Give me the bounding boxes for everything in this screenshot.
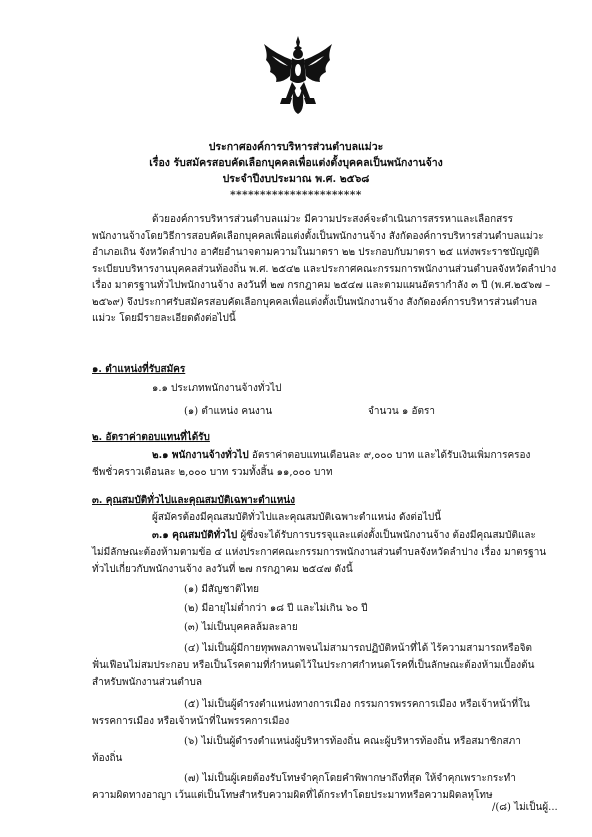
intro-line: เรื่อง มาตรฐานทั่วไปพนักงานจ้าง ลงวันที่ ๒๗ กรกฎาคม ๒๕๔๗ และตามแผนอัตรากำลัง ๓ ปี (พ.ศ.๒๕๖๗ – [92,280,551,291]
intro-line: แม่วะ โดยมีรายละเอียดดังต่อไปนี้ [92,313,236,324]
announcement-subject: เรื่อง รับสมัครสอบคัดเลือกบุคคลเพื่อแต่งตั้งบุคคลเป็นพนักงานจ้าง [149,157,443,169]
item-4-cont: ฟั่นเฟือนไม่สมประกอบ หรือเป็นโรคตามที่กำหนดไว้ในประกาศกำหนดโรคที่เป็นลักษณะต้องห้ามเบื้องต้น [92,660,535,671]
item-7: (๗) ไม่เป็นผู้เคยต้องรับโทษจำคุกโดยคำพิพากษาถึงที่สุด ให้จำคุกเพราะกระทำ [184,773,516,784]
section-2-1 [152,448,552,465]
section-1-heading: ๑. ตำแหน่งที่รับสมัคร [92,364,186,375]
item-3: (๓) ไม่เป็นบุคคลล้มละลาย [184,622,298,633]
intro-line: ด้วยองค์การบริหารส่วนตำบลแม่วะ มีความประสงค์จะดำเนินการสรรหาและเลือกสรร [152,214,514,225]
section-2-heading: ๒. อัตราค่าตอบแทนที่ได้รับ [92,432,210,443]
garuda-emblem [262,36,334,116]
intro-paragraph [92,212,557,328]
intro-line: ๒๕๖๙) จึงประกาศรับสมัครสอบคัดเลือกบุคคลเพื่อแต่งตั้งเป็นพนักงานจ้าง สังกัดองค์การบริหารส่วนตำบล [92,296,538,308]
item-4-cont2: สำหรับพนักงานส่วนตำบล [92,677,202,688]
intro-line: ระเบียบบริหารงานบุคคลส่วนท้องถิ่น พ.ศ. ๒๕๔๒ และประกาศคณะกรรมการพนักงานส่วนตำบลจังหวัดลำปาง [92,263,557,275]
section-3-heading: ๓. คุณสมบัติทั่วไปและคุณสมบัติเฉพาะตำแหน่ง [92,495,296,506]
section-1-1: ๑.๑ ประเภทพนักงานจ้างทั่วไป [152,383,282,394]
item-6: (๖) ไม่เป็นผู้ดำรงตำแหน่งผู้บริหารท้องถิ่น คณะผู้บริหารท้องถิ่น หรือสมาชิกสภา [184,736,521,747]
item-6-cont: ท้องถิ่น [92,753,123,764]
intro-line: อำเภอเถิน จังหวัดลำปาง อาศัยอำนาจตามความในมาตรา ๒๒ ประกอบกับมาตรา ๒๕ แห่งพระราชบัญญัติ [92,247,540,258]
section-3-1-label: ๓.๑ คุณสมบัติทั่วไป [152,530,238,541]
intro-line: พนักงานจ้างโดยวิธีการสอบคัดเลือกบุคคลเพื่อแต่งตั้งเป็นพนักงานจ้าง สังกัดองค์การบริหารส่วนตำบลแม่วะ [92,230,544,242]
section-3-1-text: ผู้ซึ่งจะได้รับการบรรจุและแต่งตั้งเป็นพนักงานจ้าง ต้องมีคุณสมบัติและ [237,530,536,541]
section-3-intro: ผู้สมัครต้องมีคุณสมบัติทั่วไปและคุณสมบัติเฉพาะตำแหน่ง ดังต่อไปนี้ [152,512,442,523]
section-3-1 [152,528,536,545]
separator-stars: ********************** [230,189,362,201]
fiscal-year: ประจำปีงบประมาณ พ.ศ. ๒๕๖๘ [222,173,370,185]
item-2: (๒) มีอายุไม่ต่ำกว่า ๑๘ ปี และไม่เกิน ๖๐ ปี [184,603,368,614]
item-1: (๑) มีสัญชาติไทย [184,584,259,595]
section-2-1-cont: ชีพชั่วคราวเดือนละ ๒,๐๐๐ บาท รวมทั้งสิ้น ๑๑,๐๐๐ บาท [92,467,333,478]
section-2-1-label: ๒.๑ พนักงานจ้างทั่วไป [152,450,249,461]
document-header [0,139,592,203]
section-3-1-line2: ไม่มีลักษณะต้องห้ามตามข้อ ๔ แห่งประกาศคณะกรรมการพนักงานส่วนตำบลจังหวัดลำปาง เรื่อง มาตรฐาน [92,547,547,558]
item-5-cont: พรรคการเมือง หรือเจ้าหน้าที่ในพรรคการเมือง [92,716,290,727]
announcement-title: ประกาศองค์การบริหารส่วนตำบลแม่วะ [208,141,384,153]
item-5: (๕) ไม่เป็นผู้ดำรงตำแหน่งทางการเมือง กรรมการพรรคการเมือง หรือเจ้าหน้าที่ใน [184,699,530,710]
item-7-cont: ความผิดทางอาญา เว้นแต่เป็นโทษสำหรับความผิดที่ได้กระทำโดยประมาทหรือความผิดลหุโทษ [92,790,493,801]
continuation-note: /(๘) ไม่เป็นผู้... [492,802,558,813]
section-3-1-line3: ทั่วไปเกี่ยวกับพนักงานจ้าง ลงวันที่ ๒๗ กรกฎาคม ๒๕๔๗ ดังนี้ [92,564,353,575]
section-2-1-text: อัตราค่าตอบแทนเดือนละ ๙,๐๐๐ บาท และได้รับเงินเพิ่มการครอง [248,450,531,461]
item-4: (๔) ไม่เป็นผู้มีกายทุพพลภาพจนไม่สามารถปฏิบัติหน้าที่ได้ ไร้ความสามารถหรือจิต [184,643,532,654]
position-count: จำนวน ๑ อัตรา [368,406,435,417]
position-line: (๑) ตำแหน่ง คนงาน [184,406,273,417]
